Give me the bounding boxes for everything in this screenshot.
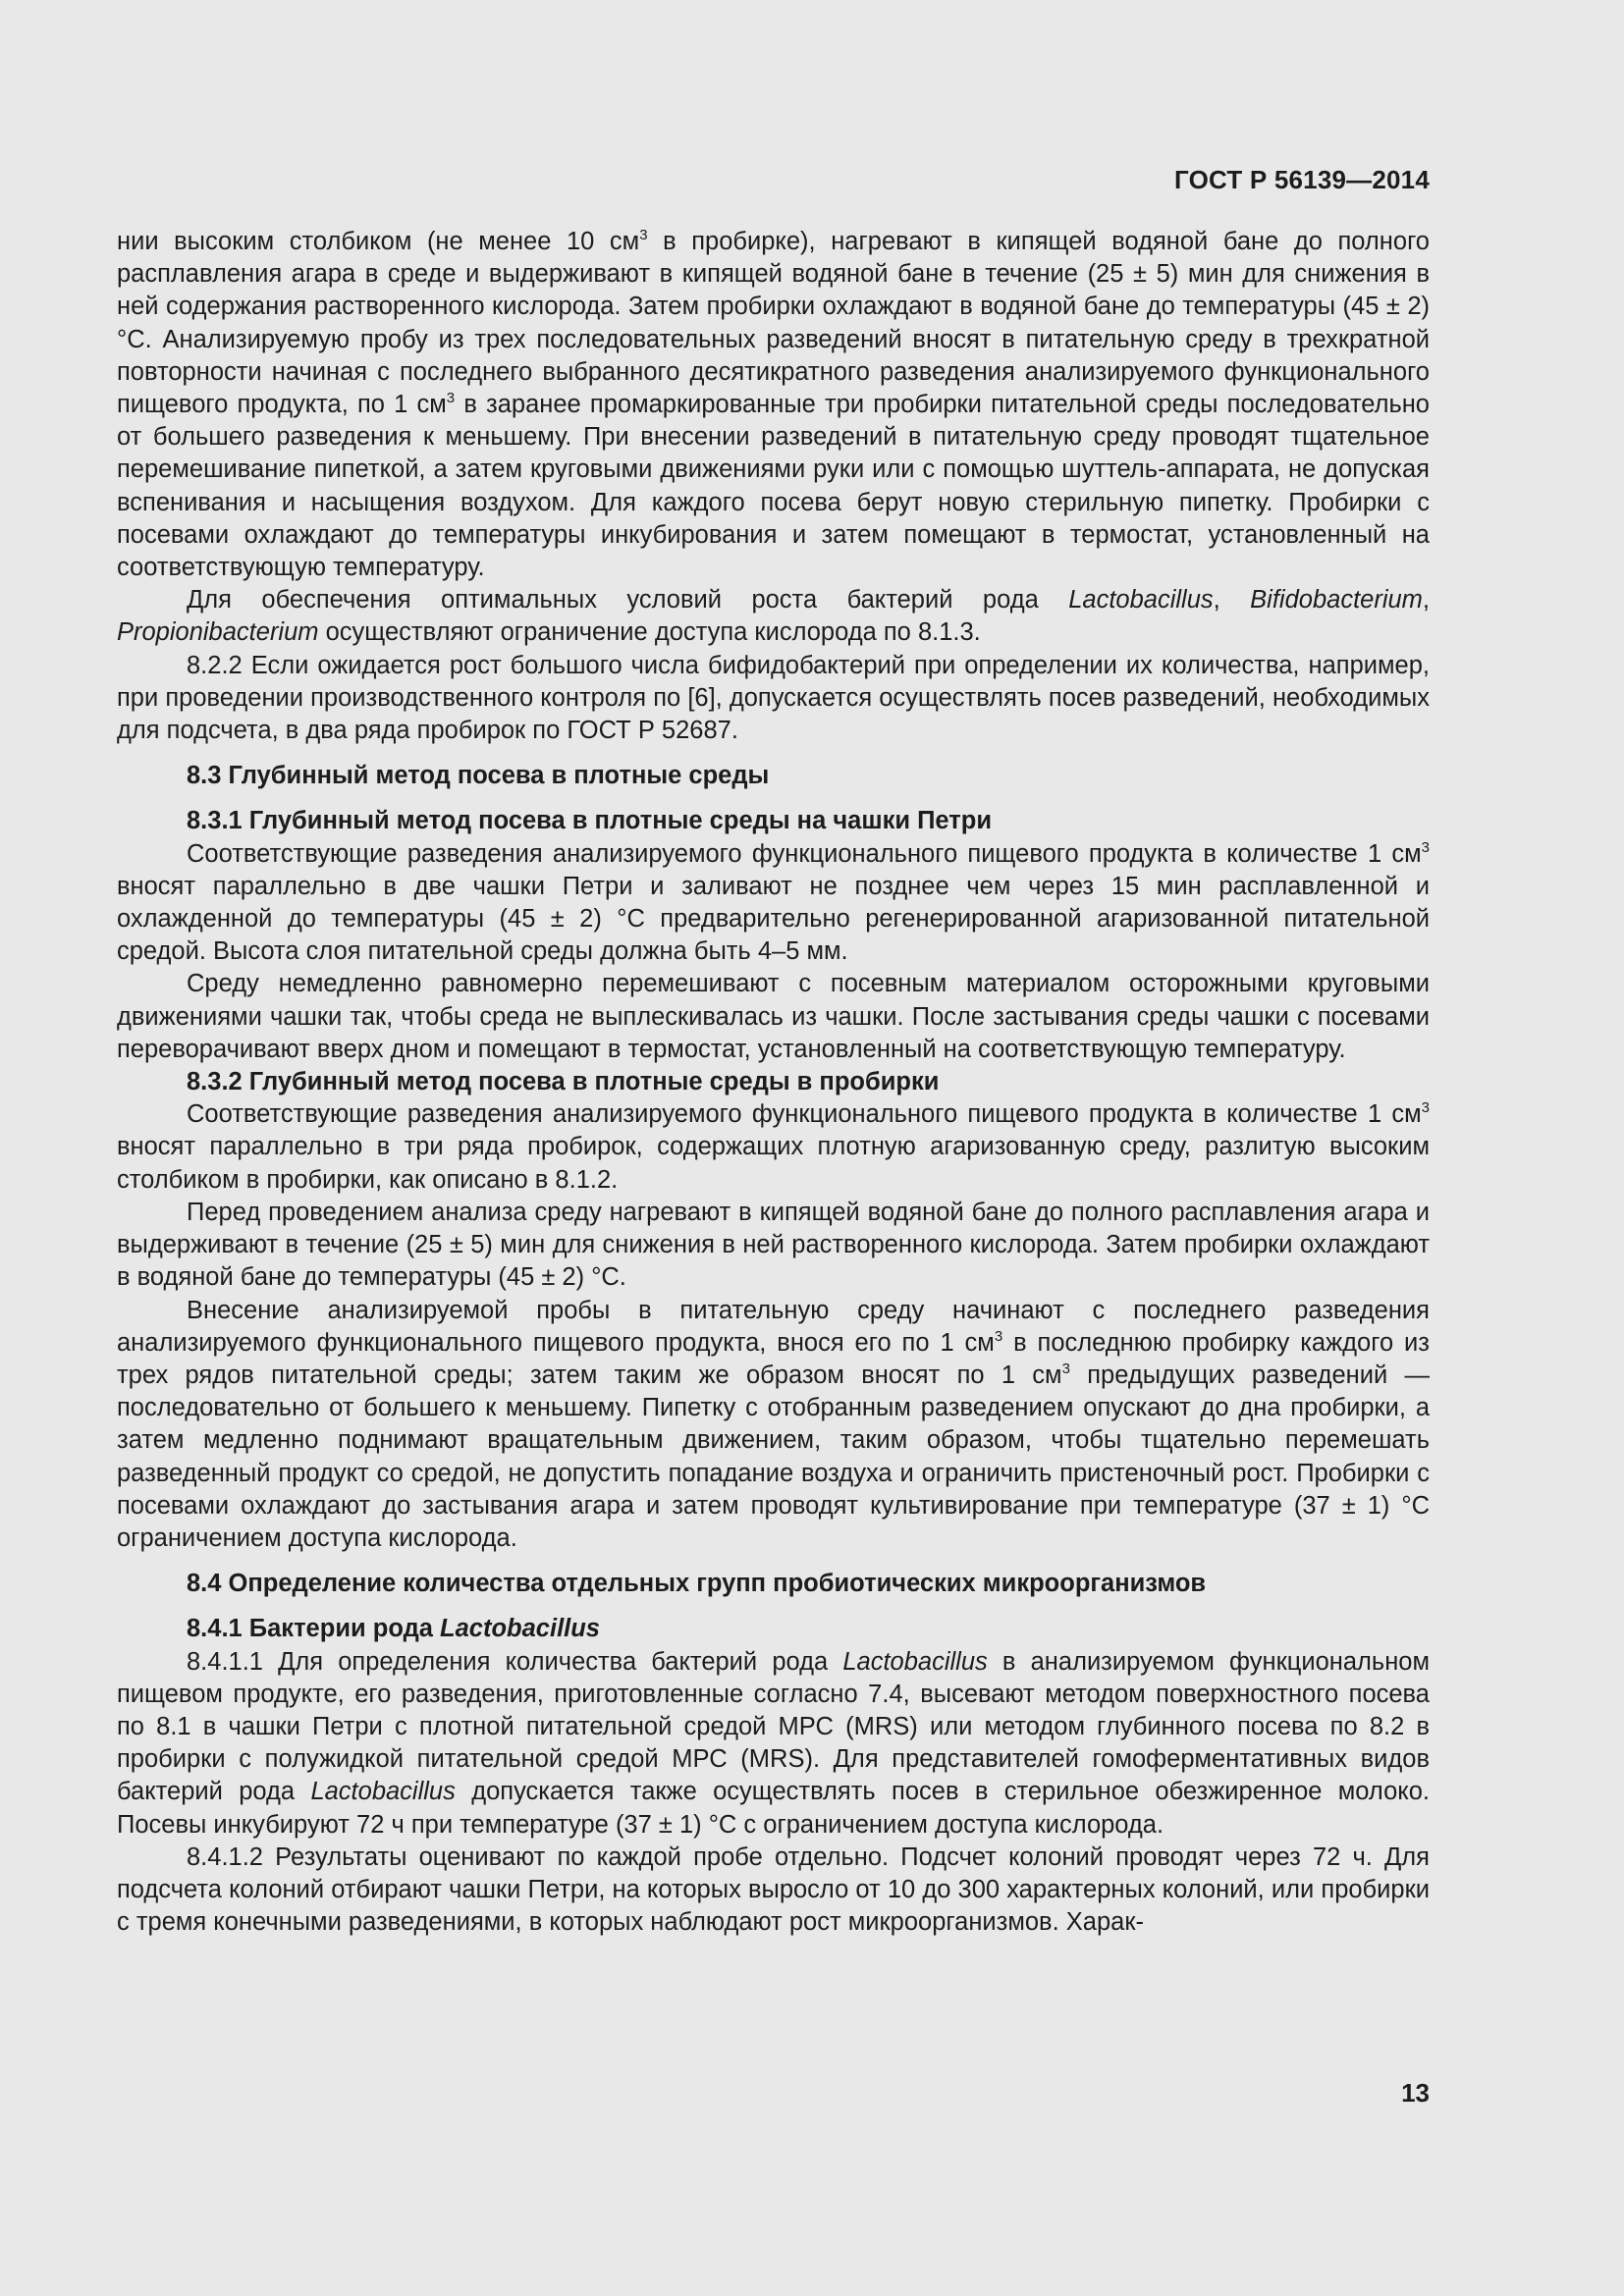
superscript: 3 bbox=[639, 227, 648, 243]
superscript: 3 bbox=[1061, 1360, 1070, 1377]
paragraph: Среду немедленно равномерно перемешивают с посевным материалом осторожными круговыми движениями чашки так, чтобы среда не выплескивалась из чашки. После застывания среды чашки с посевами переворачивают вверх дном и помещают в термостат, установленный на соответствующую температуру. bbox=[117, 970, 1430, 1063]
superscript: 3 bbox=[994, 1327, 1003, 1345]
section-heading: 8.3 Глубинный метод посева в плотные среды bbox=[187, 762, 770, 790]
paragraph: Соответствующие разведения анализируемого функционального пищевого продукта в количестве 1 $см^3$ вносят параллельно в две чашки Петри и заливают не позднее чем через 15 мин расплавленной и охлажденной до температуры (45 ± 2) °С предварительно регенерированной агаризованной питательной средой. Высота слоя питательной среды должна быть 4–5 мм. bbox=[117, 838, 1430, 966]
paragraph: нии высоким столбиком (не менее 10 $см^3$ в пробирке), нагревают в кипящей водяной бане до полного расплавления агара в среде и выдерживают в кипящей водяной бане в течение (25 ± 5) мин для снижения в ней содержания растворенного кислорода. Затем пробирки охлаждают в водяной бане до температуры (45 ± 2) °С. Анализируемую пробу из трех последовательных разведений вносят в питательную среду в трехкратной повторности начиная с последнего выбранного десятикратного разведения анализируемого функционального пищевого продукта, по 1 $см^3$ в заранее промаркированные три пробирки питательной среды последовательно от большего разведения к меньшему. При внесении разведений в питательную среду проводят тщательное перемешивание пипеткой, а затем круговыми движениями руки или с помощью шуттель-аппарата, не допуская вспенивания и насыщения воздухом. Для каждого посева берут новую стерильную пипетку. Пробирки с посевами охлаждают до температуры инкубирования и затем помещают в термостат, установленный на соответствующую температуру. bbox=[117, 227, 1430, 582]
italic-term: Bifidobacterium bbox=[1250, 586, 1423, 614]
section-heading: 8.4 Определение количества отдельных групп пробиотических микроорганизмов bbox=[187, 1570, 1207, 1598]
superscript: 3 bbox=[1421, 838, 1430, 856]
document-body bbox=[117, 226, 1430, 1939]
paragraph: Перед проведением анализа среду нагревают в кипящей водяной бане до полного расплавления агара и выдерживают в течение (25 ± 5) мин для снижения в ней растворенного кислорода. Затем пробирки охлаждают в водяной бане до температуры (45 ± 2) °С. bbox=[117, 1198, 1430, 1292]
paragraph: 8.4.1.1 Для определения количества бактерий рода Lactobacillus в анализируемом функциональном пищевом продукте, его разведения, приготовленные согласно 7.4, высевают методом поверхностного посева по 8.1 в чашки Петри с плотной питательной средой МРС (MRS) или методом глубинного посева по 8.2 в пробирки с полужидкой питательной средой МРС (MRS). Для представителей гомоферментативных видов бактерий рода Lactobacillus допускается также осуществлять посев в стерильное обезжиренное молоко. Посевы инкубируют 72 ч при температуре (37 ± 1) °С с ограничением доступа кислорода. bbox=[117, 1647, 1430, 1839]
italic-term: Lactobacillus bbox=[310, 1778, 456, 1806]
paragraph: 8.4.1.2 Результаты оценивают по каждой пробе отдельно. Подсчет колоний проводят через 72 ч. Для подсчета колоний отбирают чашки Петри, на которых выросло от 10 до 300 характерных колоний, или пробирки с тремя конечными разведениями, в которых наблюдают рост микроорганизмов. Харак- bbox=[117, 1842, 1430, 1937]
paragraph: Соответствующие разведения анализируемого функционального пищевого продукта в количестве 1 $см^3$ вносят параллельно в три ряда пробирок, содержащих плотную агаризованную среду, разлитую высоким столбиком в пробирки, как описано в 8.1.2. bbox=[117, 1099, 1430, 1194]
subsection-heading: 8.4.1 Бактерии рода Lactobacillus bbox=[187, 1615, 600, 1643]
paragraph: Для обеспечения оптимальных условий роста бактерий рода Lactobacillus, Bifidobacterium, Propionibacterium осуществляют ограничение доступа кислорода по 8.1.3. bbox=[117, 586, 1431, 647]
superscript: 3 bbox=[1421, 1099, 1430, 1117]
subsection-heading: 8.3.1 Глубинный метод посева в плотные среды на чашки Петри bbox=[187, 807, 993, 835]
page-number: 13 bbox=[1401, 2078, 1430, 2108]
standard-header: ГОСТ Р 56139—2014 bbox=[1174, 165, 1430, 194]
italic-term: Lactobacillus bbox=[440, 1615, 600, 1643]
superscript: 3 bbox=[446, 390, 456, 407]
paragraph: Внесение анализируемой пробы в питательную среду начинают с последнего разведения анализируемого функционального пищевого продукта, внося его по 1 $см^3$ в последнюю пробирку каждого из трех рядов питательной среды; затем таким же образом вносят по 1 $см^3$ предыдущих разведений — последовательно от большего к меньшему. Пипетку с отобранным разведением опускают до дна пробирки, а затем медленно поднимают вращательным движением, таким образом, чтобы тщательно перемешать разведенный продукт со средой, не допустить попадание воздуха и ограничить пристеночный рост. Пробирки с посевами охлаждают до застывания агара и затем проводят культивирование при температуре (37 ± 1) °С ограничением доступа кислорода. bbox=[117, 1296, 1430, 1552]
subsection-heading: 8.3.2 Глубинный метод посева в плотные среды в пробирки bbox=[187, 1068, 940, 1096]
paragraph: 8.2.2 Если ожидается рост большого числа бифидобактерий при определении их количества, например, при проведении производственного контроля по [6], допускается осуществлять посев разведений, необходимых для подсчета, в два ряда пробирок по ГОСТ Р 52687. bbox=[117, 651, 1430, 745]
italic-term: Lactobacillus bbox=[1068, 586, 1214, 614]
italic-term: Propionibacterium bbox=[117, 618, 319, 647]
italic-term: Lactobacillus bbox=[842, 1647, 988, 1676]
